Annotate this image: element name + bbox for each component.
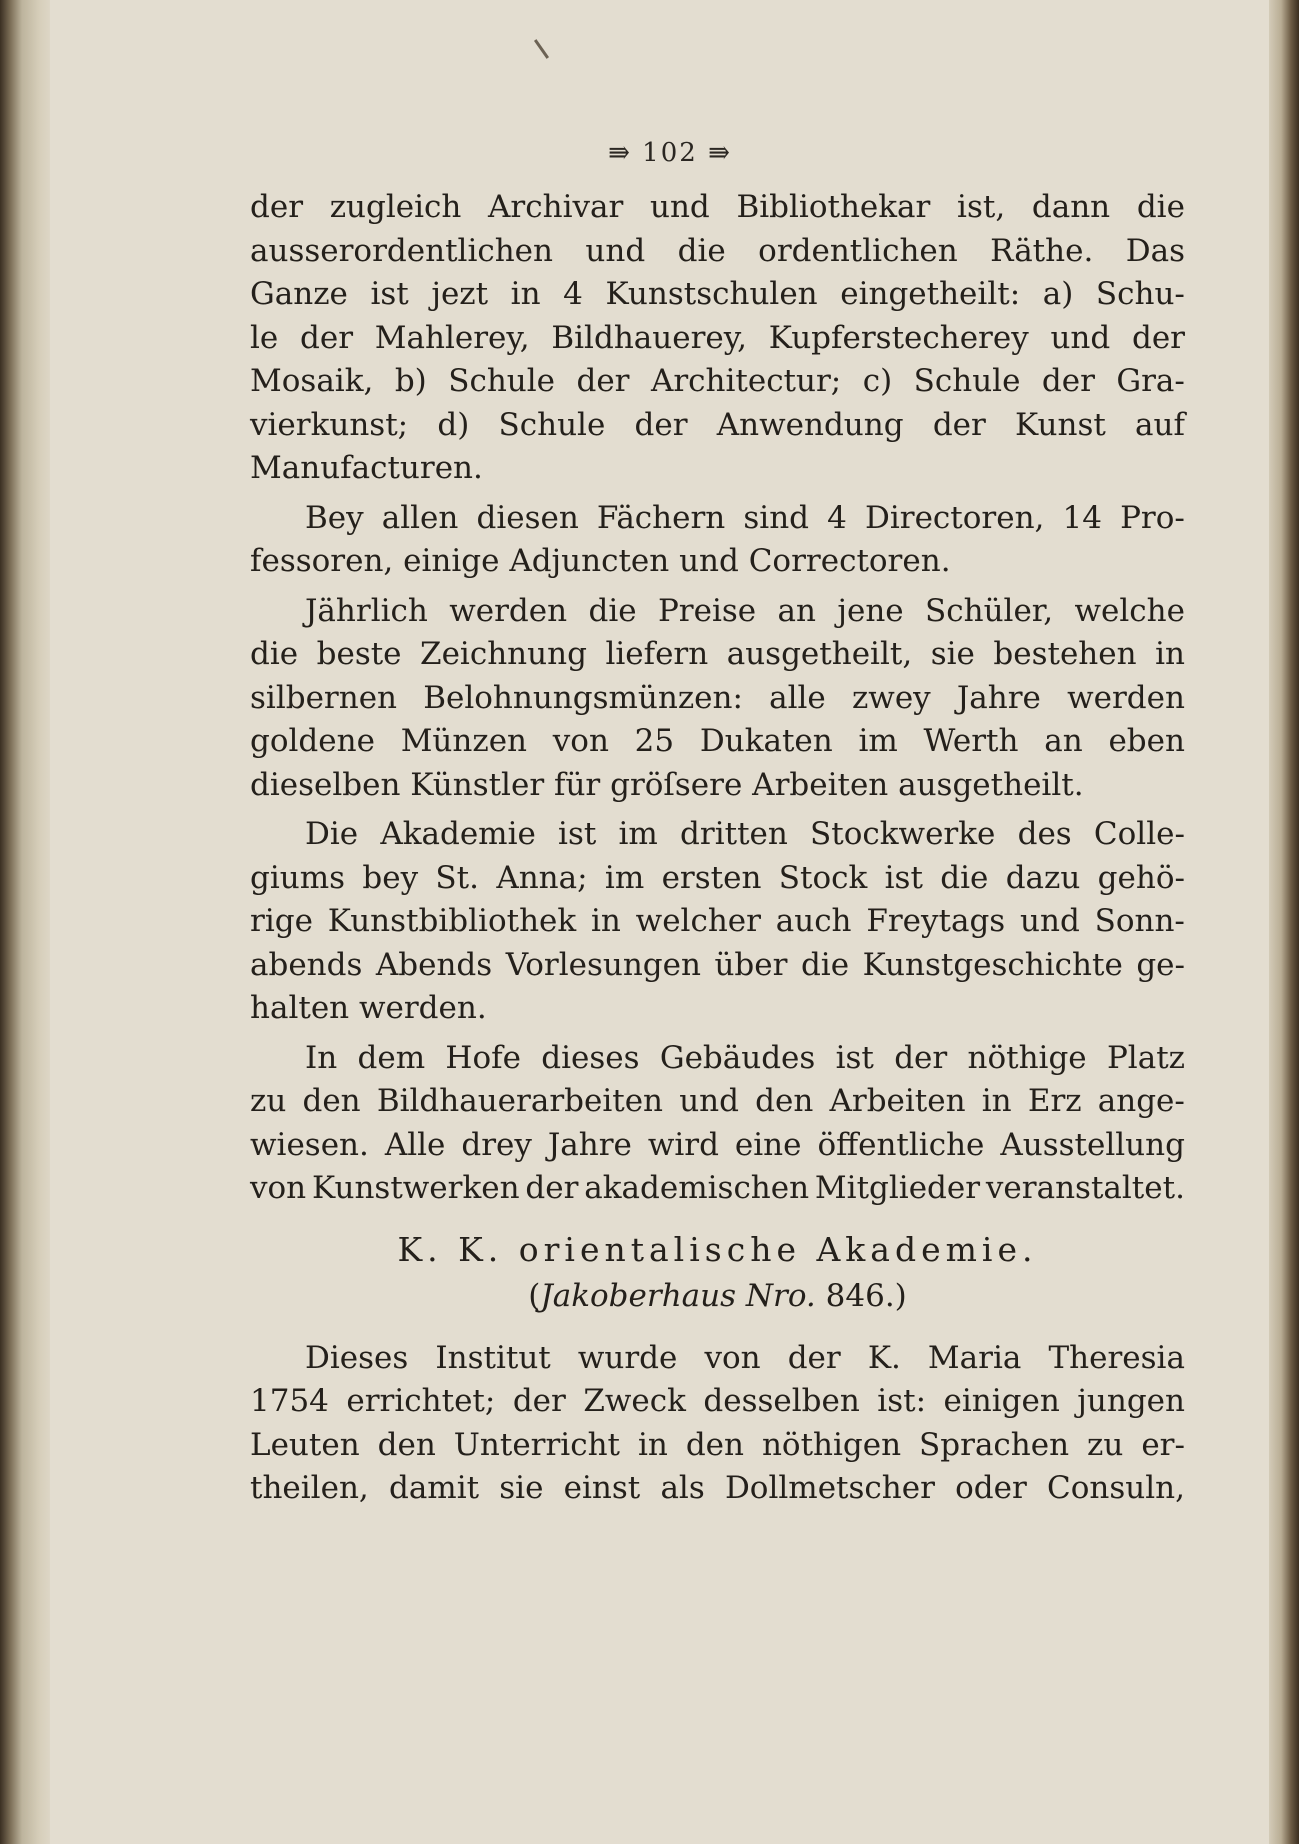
text-line: ausserordentlichen und die ordentlichen Räthe. Das — [250, 232, 1185, 269]
text-line: zu den Bildhauerarbeiten und den Arbeiten in Erz ange- — [250, 1083, 1185, 1119]
text-line: giums bey St. Anna; im ersten Stock ist die dazu gehö- — [250, 859, 1185, 896]
paragraph-5 — [250, 1037, 1185, 1211]
book-binding-edge — [0, 0, 50, 1844]
text-line: von Kunstwerken der akademischen Mitglieder veranstaltet. — [250, 1170, 1185, 1206]
section-subheading — [250, 1273, 1185, 1319]
paragraph-2 — [250, 497, 1185, 584]
text-line: fessoren, einige Adjuncten und Correctoren. — [250, 543, 951, 579]
scan-speck — [534, 39, 549, 59]
page-stack-edge — [1269, 0, 1299, 1844]
section-heading: K. K. orientalische Akademie. — [397, 1229, 1038, 1269]
text-line: le der Mahlerey, Bildhauerey, Kupferstecherey und der — [250, 319, 1185, 356]
text-line: Manufacturen. — [250, 450, 483, 486]
text-line: Ganze ist jezt in 4 Kunstschulen eingetheilt: a) Schu- — [250, 276, 1185, 312]
text-line: wiesen. Alle drey Jahre wird eine öffentliche Ausstellung — [250, 1126, 1185, 1163]
text-line: Jährlich werden die Preise an jene Schüler, welche — [305, 592, 1185, 629]
text-line: Bey allen diesen Fächern sind 4 Directoren, 14 Pro- — [305, 499, 1185, 536]
subheading-italic: Jakoberhaus Nro. — [540, 1277, 816, 1314]
paragraph-4 — [250, 813, 1185, 1031]
text-line: der zugleich Archivar und Bibliothekar ist, dann die — [250, 189, 1185, 225]
text-line: In dem Hofe dieses Gebäudes ist der nöthige Platz — [305, 1039, 1185, 1076]
text-line: Leuten den Unterricht in den nöthigen Sprachen zu er- — [250, 1426, 1185, 1463]
text-line: rige Kunstbibliothek in welcher auch Freytags und Sonn- — [250, 903, 1185, 939]
text-line: halten werden. — [250, 990, 487, 1026]
text-line: die beste Zeichnung liefern ausgetheilt, sie bestehen in — [250, 636, 1185, 672]
text-line: goldene Münzen von 25 Dukaten im Werth an eben — [250, 723, 1185, 759]
text-line: vierkunst; d) Schule der Anwendung der Kunst auf — [250, 406, 1185, 443]
subheading-open: ( — [528, 1277, 541, 1314]
text-line: abends Abends Vorlesungen über die Kunstgeschichte ge- — [250, 946, 1185, 983]
text-line: theilen, damit sie einst als Dollmetscher oder Consuln, — [250, 1470, 1185, 1506]
text-line: Dieses Institut wurde von der K. Maria Theresia — [305, 1339, 1185, 1376]
text-line: Die Akademie ist im dritten Stockwerke des Colle- — [305, 816, 1185, 852]
subheading-rest: 846.) — [815, 1277, 907, 1314]
body-text — [250, 186, 1185, 1511]
paragraph-3 — [250, 590, 1185, 808]
paragraph-final — [250, 1337, 1185, 1511]
text-line: silbernen Belohnungsmünzen: alle zwey Jahre werden — [250, 679, 1185, 716]
text-line: 1754 errichtet; der Zweck desselben ist: einigen jungen — [250, 1383, 1185, 1419]
paragraph-1 — [250, 186, 1185, 491]
text-line: dieselben Künstler für gröſsere Arbeiten ausgetheilt. — [250, 766, 1084, 803]
page-number-header: ⇛ 102 ⇛ — [608, 138, 732, 168]
text-line: Mosaik, b) Schule der Architectur; c) Schule der Gra- — [250, 363, 1185, 399]
